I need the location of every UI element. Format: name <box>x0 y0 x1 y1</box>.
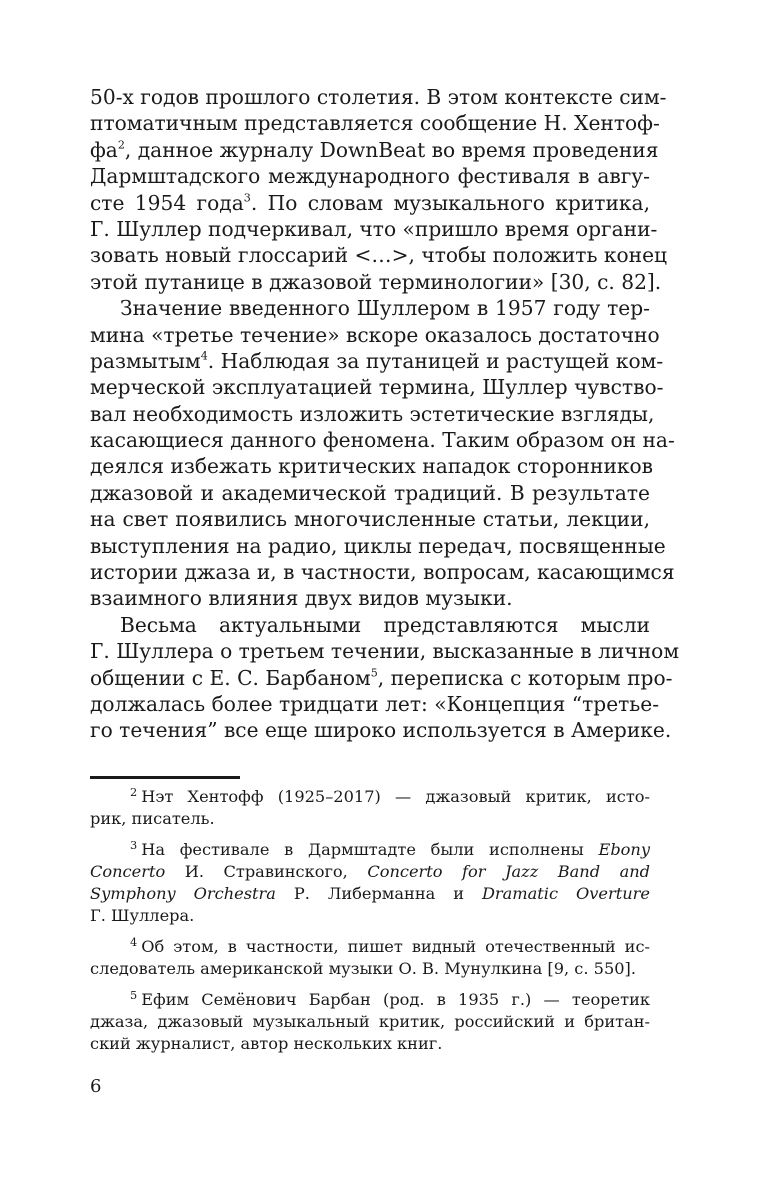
paragraph-3 <box>90 612 680 744</box>
footnote-mark: 2 <box>130 785 138 800</box>
text-fragment: , данное журналу DownBeat во время проведения <box>124 137 659 162</box>
footnote-line <box>90 786 650 808</box>
text-line: Значение введенного Шуллером в 1957 году тер- <box>120 296 650 321</box>
text-fragment: размытым <box>90 348 201 373</box>
page-number: 6 <box>90 1076 102 1097</box>
text-line <box>90 190 650 216</box>
footnote-ref-3[interactable]: 3 <box>243 191 251 205</box>
text-line: 50-х годов прошлого столетия. В этом контексте сим- <box>90 85 667 109</box>
text-line: Г. Шуллер подчеркивал, что «пришло время органи- <box>90 216 658 241</box>
text-line: этой путанице в джазовой терминологии» [30, с. 82]. <box>90 269 662 294</box>
footnote-line: рик, писатель. <box>90 809 215 828</box>
text-fragment: общении с Е. С. Барбаном <box>90 665 371 690</box>
work-title: Dramatic Overture <box>481 884 650 903</box>
text-line: птоматичным представляется сообщение Н. Хентоф- <box>90 111 660 136</box>
text-line: деялся избежать критических нападок сторонников <box>90 454 654 479</box>
text-fragment: . Наблюдая за путаницей и растущей ком- <box>207 348 664 373</box>
text-line: джазовой и академической традиций. В результате <box>90 480 650 505</box>
text-fragment: На фестивале в Дармштадте были исполнены <box>141 840 599 859</box>
footnote-line <box>90 936 650 958</box>
footnote-line <box>90 861 650 883</box>
paragraph-2 <box>90 295 675 612</box>
footnote-ref-2[interactable]: 2 <box>117 138 125 152</box>
text-fragment: Об этом, в частности, пишет видный отечественный ис- <box>141 937 650 956</box>
text-line: взаимного влияния двух видов музыки. <box>90 586 513 611</box>
footnote-line <box>90 839 650 861</box>
footnote-line: ский журналист, автор нескольких книг. <box>90 1034 443 1053</box>
footnote-line: Г. Шуллера. <box>90 906 195 925</box>
text-fragment: сте 1954 года <box>90 190 244 215</box>
work-title: Symphony Orchestra <box>90 884 276 903</box>
text-line: выступления на радио, циклы передач, посвященные <box>90 533 666 558</box>
footnote-5 <box>90 989 650 1055</box>
text-fragment: Р. Либерманна и <box>275 884 482 903</box>
text-line: го течения” все еще широко используется в Америке. <box>90 718 672 743</box>
text-line: касающиеся данного феномена. Таким образом он на- <box>90 428 675 453</box>
text-line: Дармштадского международного фестиваля в авгу- <box>90 164 650 189</box>
footnote-mark: 5 <box>130 988 138 1003</box>
text-line: зовать новый глоссарий <…>, чтобы положить конец <box>90 243 668 268</box>
footnote-line: следователь американской музыки О. В. Мунулкина [9, с. 550]. <box>90 959 637 978</box>
footnote-2 <box>90 786 650 830</box>
text-fragment: фа <box>90 137 118 162</box>
text-fragment: . По словам музыкального критика, <box>250 190 650 215</box>
footnote-ref-4[interactable]: 4 <box>200 349 208 363</box>
work-title: Concerto for Jazz Band and <box>367 862 651 881</box>
text-line <box>90 137 659 163</box>
work-title: Ebony <box>598 840 650 859</box>
text-line <box>90 665 673 691</box>
footnote-ref-5[interactable]: 5 <box>370 666 378 680</box>
footnote-mark: 3 <box>130 838 138 853</box>
text-fragment: , переписка с которым про- <box>377 665 673 690</box>
text-line: истории джаза и, в частности, вопросам, касающимся <box>90 560 675 585</box>
footnote-mark: 4 <box>130 935 138 950</box>
footnotes <box>90 786 650 1064</box>
text-fragment: Нэт Хентофф (1925–2017) — джазовый критик, исто- <box>141 787 650 806</box>
footnote-line <box>90 989 650 1011</box>
text-line <box>90 348 664 374</box>
work-title: Concerto <box>90 862 166 881</box>
text-line: на свет появились многочисленные статьи, лекции, <box>90 507 650 532</box>
footnote-3 <box>90 839 650 927</box>
text-fragment: Ефим Семёнович Барбан (род. в 1935 г.) — теоретик <box>141 990 650 1009</box>
footnote-separator <box>90 776 240 779</box>
text-line: Весьма актуальными представляются мысли <box>120 612 650 637</box>
main-text <box>90 84 680 744</box>
text-line: мина «третье течение» вскоре оказалось достаточно <box>90 322 660 347</box>
text-line: должалась более тридцати лет: «Концепция “третье- <box>90 691 660 716</box>
footnote-4 <box>90 936 650 980</box>
footnote-line <box>90 883 650 905</box>
text-line: вал необходимость изложить эстетические взгляды, <box>90 401 655 426</box>
text-fragment: И. Стравинского, <box>165 862 368 881</box>
footnote-line: джаза, джазовый музыкальный критик, российский и британ- <box>90 1012 650 1031</box>
text-line: мерческой эксплуатацией термина, Шуллер чувство- <box>90 375 664 400</box>
text-line: Г. Шуллера о третьем течении, высказанные в личном <box>90 639 680 664</box>
paragraph-1 <box>90 84 668 295</box>
